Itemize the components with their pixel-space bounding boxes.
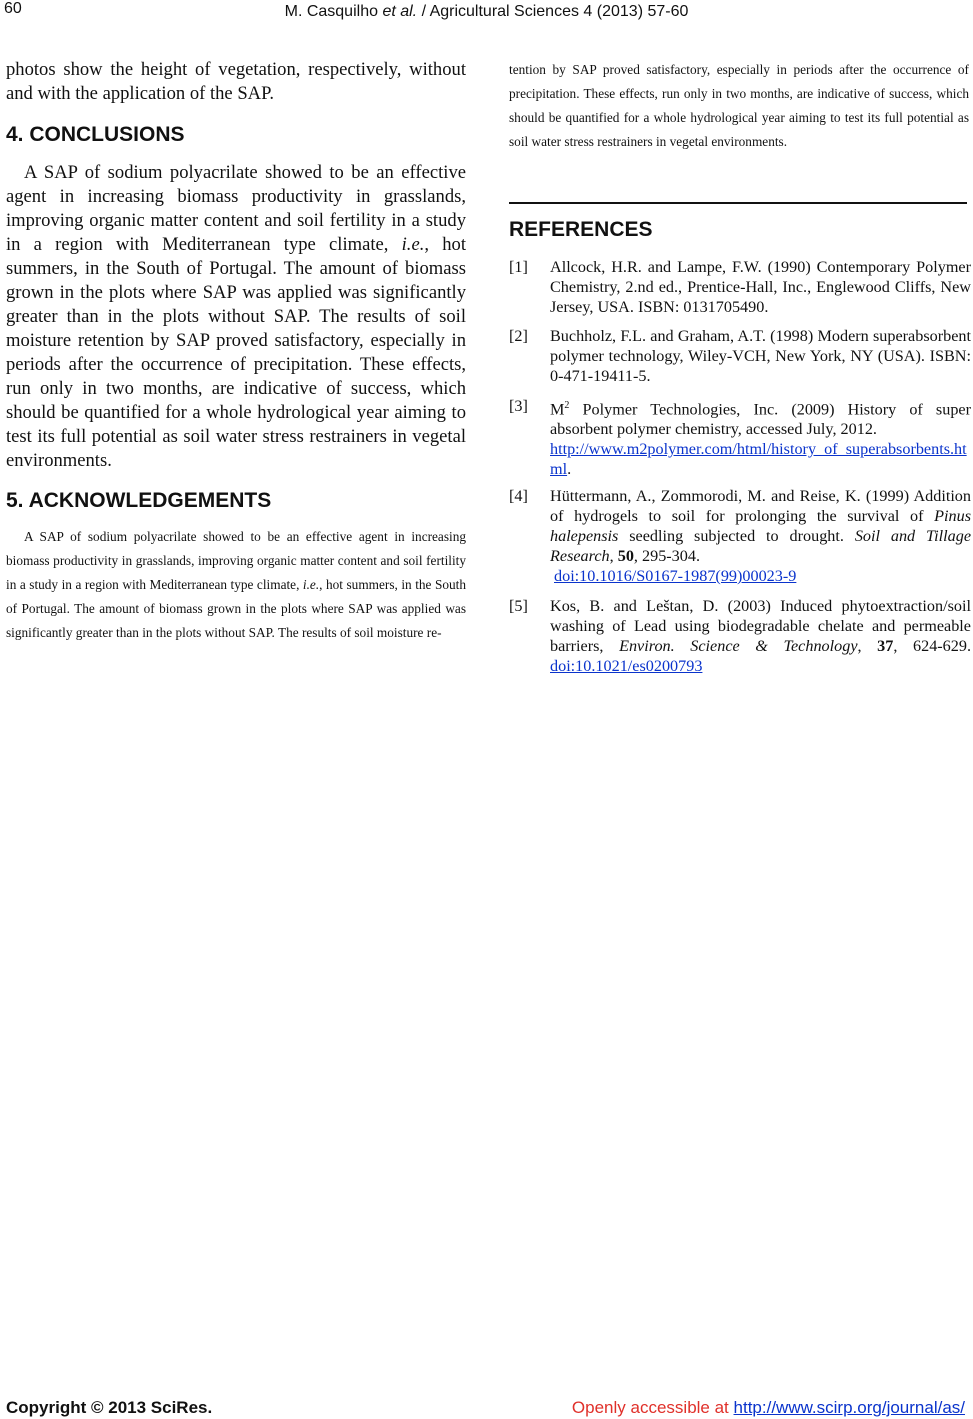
page-number: 60 xyxy=(4,0,22,17)
reference-text: Buchholz, F.L. and Graham, A.T. (1998) Modern superabsorbent polymer technology, Wiley-VCH, New York, NY (USA). ISBN: 0-471-19411-5. xyxy=(550,327,971,385)
reference-5 xyxy=(509,596,971,676)
reference-number: [3] xyxy=(509,397,528,415)
reference-number: [5] xyxy=(509,597,528,615)
right-column xyxy=(509,58,969,154)
copyright-notice: Copyright © 2013 SciRes. xyxy=(6,1398,213,1417)
reference-text: Kos, B. and Leštan, D. (2003) Induced phytoextraction/soil washing of Lead using biodegradable chelate and permeable barriers, Environ. Science & Technology, 37, 624-629. doi:10.1021/es0200793 xyxy=(550,597,972,675)
reference-4-doi-link[interactable]: doi:10.1016/S0167-1987(99)00023-9 xyxy=(554,567,797,585)
intro-paragraph: photos show the height of vegetation, respectively, without and with the application of the SAP. xyxy=(6,59,466,104)
running-head-etal: et al. xyxy=(382,3,418,20)
reference-text: Hüttermann, A., Zommorodi, M. and Reise, K. (1999) Addition of hydrogels to soil for prolonging the survival of Pinus halepensis seedling subjected to drought. Soil and Tillage Research, 50, 295-304. doi:10.1016/S0167-1987(99)00023-9 xyxy=(550,487,972,585)
references-heading: REFERENCES xyxy=(509,218,653,241)
acknowledgements-heading: 5. ACKNOWLEDGEMENTS xyxy=(6,489,272,512)
left-column xyxy=(6,58,466,645)
reference-number: [2] xyxy=(509,327,528,345)
reference-3-url-link[interactable]: http://www.m2polymer.com/html/history_of_superabsorbents.html xyxy=(550,440,967,479)
reference-text: Allcock, H.R. and Lampe, F.W. (1990) Contemporary Polymer Chemistry, 2.nd ed., Prentice-Hall, Inc., Englewood Cliffs, New Jersey, USA. ISBN: 0131705490. xyxy=(550,258,971,316)
running-head-authors: M. Casquilho xyxy=(284,3,383,20)
reference-number: [4] xyxy=(509,487,528,505)
journal-url-link[interactable]: http://www.scirp.org/journal/as/ xyxy=(733,1398,965,1417)
running-head xyxy=(0,3,973,21)
section-rule xyxy=(509,202,967,204)
reference-number: [1] xyxy=(509,258,528,276)
conclusions-heading: 4. CONCLUSIONS xyxy=(6,123,185,146)
reference-4 xyxy=(509,486,971,586)
reference-5-doi-link[interactable]: doi:10.1021/es0200793 xyxy=(550,657,703,675)
acknowledgements-continued: tention by SAP proved satisfactory, especially in periods after the occurrence of precipitation. These effects, run only in two months, are indicative of success, which should be quantified for a whole hydrological year aiming to test its full potential as soil water stress restrainers in vegetal environments. xyxy=(509,62,969,149)
conclusions-paragraph: A SAP of sodium polyacrilate showed to be an effective agent in increasing biomass productivity in grasslands, improving organic matter content and soil fertility in a study in a region with Mediterranean type climate, i.e., hot summers, in the South of Portugal. The amount of biomass grown in the plots where SAP was applied was significantly greater than in the plots without SAP. The results of soil moisture retention by SAP proved satisfactory, especially in periods after the occurrence of precipitation. These effects, run only in two months, are indicative of success, which should be quantified for a whole hydrological year aiming to test its full potential as soil water stress restrainers in vegetal environments. xyxy=(6,162,466,471)
running-head-journal: / Agricultural Sciences 4 (2013) 57-60 xyxy=(417,3,689,20)
reference-2 xyxy=(509,326,971,386)
open-access-notice: Openly accessible at http://www.scirp.org/journal/as/ xyxy=(571,1398,965,1417)
reference-3 xyxy=(509,396,971,479)
acknowledgements-paragraph: A SAP of sodium polyacrilate showed to be an effective agent in increasing biomass productivity in grasslands, improving organic matter content and soil fertility in a study in a region with Mediterranean type climate, i.e., hot summers, in the South of Portugal. The amount of biomass grown in the plots where SAP was applied was significantly greater than in the plots without SAP. The results of soil moisture re- xyxy=(6,529,466,640)
reference-text: $M^2$ Polymer Technologies, Inc. (2009) History of super absorbent polymer chemistry, accessed July, 2012. http://www.m2polymer.com/html/history_of_superabsorbents.html. xyxy=(550,400,971,479)
reference-1 xyxy=(509,257,971,317)
